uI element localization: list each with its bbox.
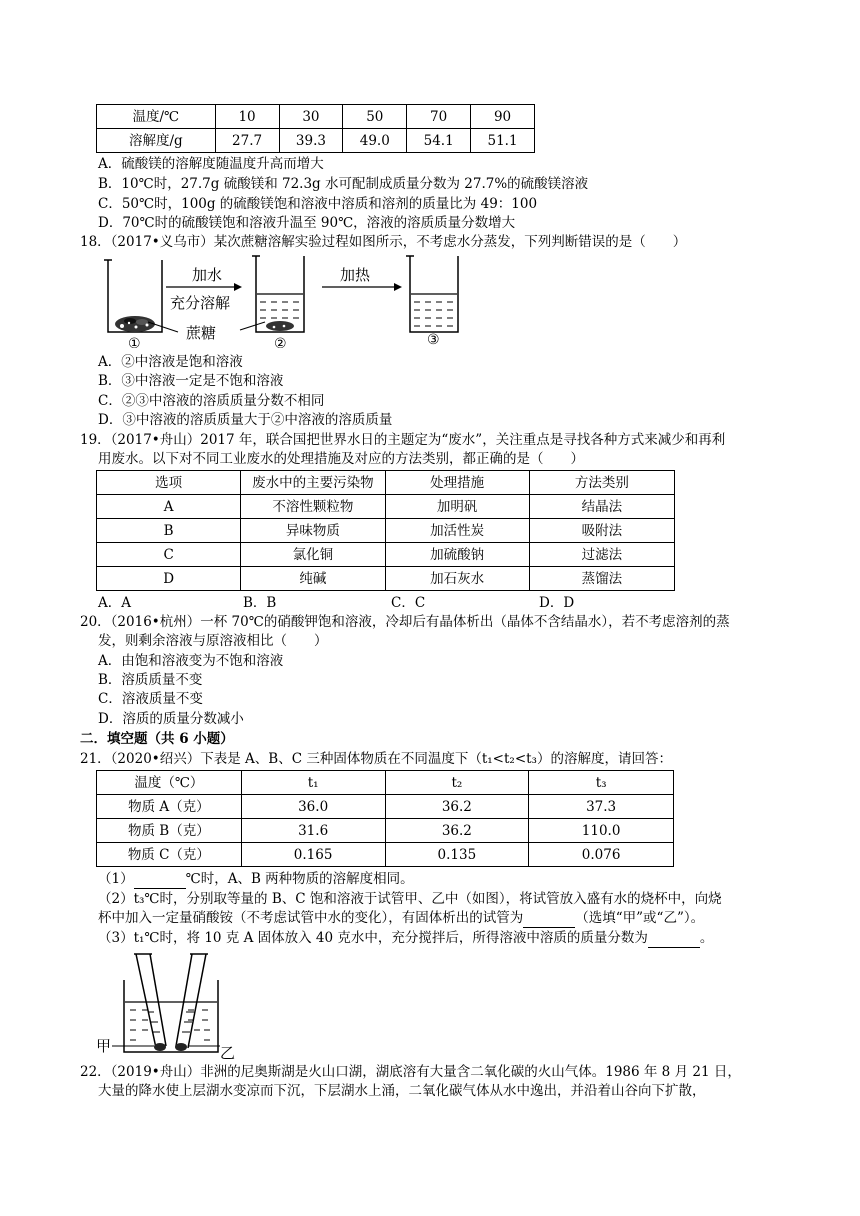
table-cell: 结晶法 bbox=[529, 495, 674, 519]
table-row bbox=[97, 543, 675, 567]
table-row bbox=[97, 567, 675, 591]
solubility-abc-table bbox=[96, 770, 674, 867]
tube-jia-label: 甲 bbox=[96, 1037, 112, 1055]
q21-answer-blank-2[interactable] bbox=[523, 909, 575, 928]
table-row bbox=[97, 795, 674, 819]
wastewater-treatment-table bbox=[96, 470, 675, 591]
table-cell: 处理措施 bbox=[385, 471, 529, 495]
table-cell: 加硫酸钠 bbox=[385, 543, 529, 567]
table-cell: 方法类别 bbox=[529, 471, 674, 495]
table-cell: 36.0 bbox=[241, 795, 385, 819]
table-cell: 物质 B（克） bbox=[97, 819, 242, 843]
table-cell: 0.165 bbox=[241, 843, 385, 867]
table-cell: 氯化铜 bbox=[241, 543, 385, 567]
table-row bbox=[97, 519, 675, 543]
q20-option-c: C．溶液质量不变 bbox=[98, 691, 203, 707]
table-cell: 51.1 bbox=[471, 129, 535, 153]
table-cell: 不溶性颗粒物 bbox=[241, 495, 385, 519]
q22-line1: 22．（2019•舟山）非洲的尼奥斯湖是火山口湖，湖底溶有大量含二氧化碳的火山气体。1986 年 8 月 21 日， bbox=[80, 1064, 741, 1080]
beaker-3-label: ③ bbox=[427, 332, 440, 348]
table-cell: 27.7 bbox=[215, 129, 279, 153]
table-cell: 54.1 bbox=[407, 129, 471, 153]
q21-part2-prefix: 杯中加入一定量硝酸铵（不考虑试管中水的变化），有固体析出的试管为 bbox=[98, 910, 524, 926]
table-cell: 31.6 bbox=[241, 819, 385, 843]
q21-answer-blank-3[interactable] bbox=[648, 929, 700, 948]
table-row bbox=[97, 819, 674, 843]
table-row bbox=[97, 843, 674, 867]
q20-stem-line2: 发，则剩余溶液与原溶液相比（ ） bbox=[98, 633, 328, 649]
q18-stem: 18．（2017•义乌市）某次蔗糖溶解实验过程如图所示，不考虑水分蒸发，下列判断错误的是（ ） bbox=[80, 234, 687, 250]
table-cell: C bbox=[97, 543, 241, 567]
add-water-label: 加水 bbox=[192, 266, 223, 284]
q20-option-b: B．溶质质量不变 bbox=[98, 672, 203, 688]
tube-yi-label: 乙 bbox=[220, 1044, 236, 1060]
q21-part2-line2 bbox=[98, 909, 704, 928]
table-cell: 36.2 bbox=[385, 819, 529, 843]
q20-stem-line1: 20．（2016•杭州）一杯 70℃的硝酸钾饱和溶液，冷却后有晶体析出（晶体不含结晶水），若不考虑溶剂的蒸 bbox=[80, 614, 730, 630]
q21-part1-prefix: （1） bbox=[98, 871, 134, 887]
sugar-dissolving-figure bbox=[100, 252, 460, 348]
table-row bbox=[97, 471, 675, 495]
table-cell: 异味物质 bbox=[241, 519, 385, 543]
q22-line2: 大量的降水使上层湖水变凉而下沉，下层湖水上涌，二氧化碳气体从水中逸出，并沿着山谷向下扩散， bbox=[98, 1083, 706, 1099]
q19-option-b: B．B bbox=[243, 595, 277, 611]
table-cell: 物质 A（克） bbox=[97, 795, 242, 819]
table-cell: 纯碱 bbox=[241, 567, 385, 591]
table-cell: B bbox=[97, 519, 241, 543]
q19-stem-line1: 19．（2017•舟山）2017 年，联合国把世界水日的主题定为“废水”，关注重点是寻找各种方式来减少和再利 bbox=[80, 432, 726, 448]
sugar-crystals-1 bbox=[115, 316, 155, 332]
table-cell: D bbox=[97, 567, 241, 591]
table-cell: t₂ bbox=[385, 771, 529, 795]
table-row bbox=[97, 771, 674, 795]
table-row bbox=[97, 129, 535, 153]
heat-label: 加热 bbox=[340, 266, 371, 284]
table-cell: 39.3 bbox=[279, 129, 343, 153]
sugar-label: 蔗糖 bbox=[186, 324, 217, 342]
q18-option-b: B．③中溶液一定是不饱和溶液 bbox=[98, 373, 284, 389]
table-cell: 36.2 bbox=[385, 795, 529, 819]
table-cell: 蒸馏法 bbox=[529, 567, 674, 591]
table-cell: 过滤法 bbox=[529, 543, 674, 567]
table-cell: 50 bbox=[343, 105, 407, 129]
table-row bbox=[97, 105, 535, 129]
table-cell: 加活性炭 bbox=[385, 519, 529, 543]
table-cell: 0.076 bbox=[529, 843, 674, 867]
q21-answer-blank-1[interactable] bbox=[134, 870, 186, 889]
beaker-1-label: ① bbox=[128, 336, 141, 348]
q19-option-d: D．D bbox=[539, 595, 575, 611]
table-cell: t₁ bbox=[241, 771, 385, 795]
q21-part3-prefix: （3）t₁℃时，将 10 克 A 固体放入 40 克水中，充分搅拌后，所得溶液中溶质的质量分数为 bbox=[98, 930, 648, 946]
magnesium-sulfate-solubility-table bbox=[96, 104, 535, 153]
table-cell: 废水中的主要污染物 bbox=[241, 471, 385, 495]
q21-part3 bbox=[98, 929, 713, 948]
table-cell: 选项 bbox=[97, 471, 241, 495]
q17-option-c: C．50℃时，100g 的硫酸镁饱和溶液中溶质和溶剂的质量比为 49：100 bbox=[98, 196, 538, 212]
q20-option-a: A．由饱和溶液变为不饱和溶液 bbox=[98, 653, 284, 669]
table-cell: 温度（℃） bbox=[97, 771, 242, 795]
table-cell: 30 bbox=[279, 105, 343, 129]
q17-option-b: B．10℃时，27.7g 硫酸镁和 72.3g 水可配制成质量分数为 27.7%的硫酸镁溶液 bbox=[98, 176, 589, 192]
q21-stem: 21．（2020•绍兴）下表是 A、B、C 三种固体物质在不同温度下（t₁<t₂<t₃）的溶解度，请回答： bbox=[80, 751, 672, 767]
q20-option-d: D．溶质的质量分数减小 bbox=[98, 711, 244, 727]
test-tubes-in-beaker-figure bbox=[96, 950, 236, 1060]
table-cell: 90 bbox=[471, 105, 535, 129]
q18-option-a: A．②中溶液是饱和溶液 bbox=[98, 354, 243, 370]
table-cell: t₃ bbox=[529, 771, 674, 795]
q18-option-d: D．③中溶液的溶质质量大于②中溶液的溶质质量 bbox=[98, 412, 393, 428]
q18-option-c: C．②③中溶液的溶质质量分数不相同 bbox=[98, 393, 325, 409]
q21-part2-suffix: （选填“甲”或“乙”）。 bbox=[575, 910, 705, 926]
sugar-crystals-2 bbox=[266, 321, 294, 331]
table-cell: 0.135 bbox=[385, 843, 529, 867]
table-cell: 49.0 bbox=[343, 129, 407, 153]
table-cell: 吸附法 bbox=[529, 519, 674, 543]
table-cell: 物质 C（克） bbox=[97, 843, 242, 867]
section-heading: 二．填空题（共 6 小题） bbox=[80, 731, 234, 747]
q21-part1-suffix: ℃时，A、B 两种物质的溶解度相同。 bbox=[185, 871, 414, 887]
table-cell: 110.0 bbox=[529, 819, 674, 843]
q21-part1 bbox=[98, 870, 414, 889]
table-cell: A bbox=[97, 495, 241, 519]
q19-stem-line2: 用废水。以下对不同工业废水的处理措施及对应的方法类别，都正确的是（ ） bbox=[98, 451, 584, 467]
q17-option-d: D．70℃时的硫酸镁饱和溶液升温至 90℃，溶液的溶质质量分数增大 bbox=[98, 215, 516, 231]
full-dissolve-label: 充分溶解 bbox=[170, 294, 231, 312]
table-cell: 加明矾 bbox=[385, 495, 529, 519]
table-cell: 温度/℃ bbox=[97, 105, 216, 129]
table-cell: 加石灰水 bbox=[385, 567, 529, 591]
table-cell: 10 bbox=[215, 105, 279, 129]
table-cell: 37.3 bbox=[529, 795, 674, 819]
table-cell: 溶解度/g bbox=[97, 129, 216, 153]
q21-part2-line1: （2）t₃℃时，分别取等量的 B、C 饱和溶液于试管甲、乙中（如图），将试管放入盛有水的烧杯中，向烧 bbox=[98, 891, 722, 907]
q19-option-c: C．C bbox=[391, 595, 426, 611]
table-row bbox=[97, 495, 675, 519]
q19-option-a: A．A bbox=[98, 595, 131, 611]
beaker-2-label: ② bbox=[274, 336, 287, 348]
table-cell: 70 bbox=[407, 105, 471, 129]
q21-part3-suffix: 。 bbox=[699, 930, 714, 946]
q17-option-a: A．硫酸镁的溶解度随温度升高而增大 bbox=[98, 156, 324, 172]
